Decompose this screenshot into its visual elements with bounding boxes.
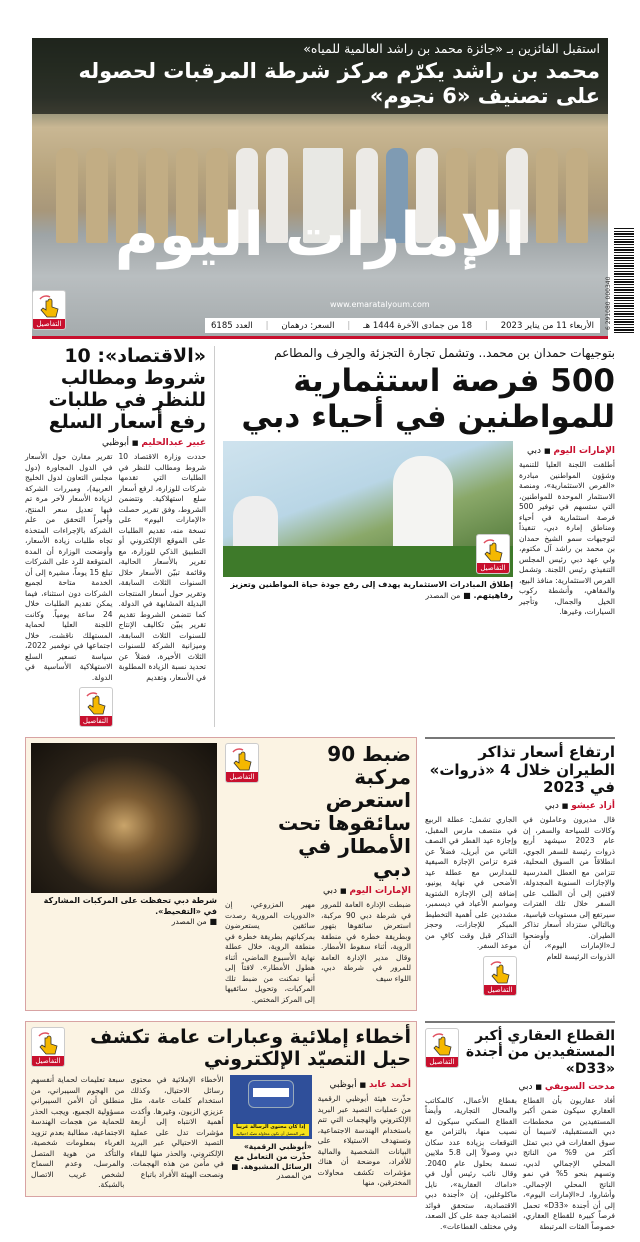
hijri-date: 18 من جمادى الآخرة 1444 هـ (363, 320, 472, 331)
main-content (223, 441, 615, 618)
barcode-number: 6 291080 000340 (605, 276, 612, 330)
barcode (614, 228, 634, 333)
photo-vegetables (223, 546, 513, 577)
main-text-column (519, 441, 615, 618)
details-label: التفاصيل (426, 1057, 458, 1067)
tap-hand-icon (429, 1031, 455, 1057)
article-body: أطلقت اللجنة العليا للتنمية وشؤون المواطنين مبادرة «الفرص الاستثمارية»، ومنصة الاستثمار الموحدة للمواطنين، التي ستسهم في توفير 500 فرصة استثمارية في أحياء ومناطق إمارة دبي، تنفيذاً لتوجيهات سمو الشيخ حمدان بن محمد بن راشد آل مكتوم، ولي عهد دبي رئيس المجلس التنفيذي رئيس اللجنة. وتشمل الفرص الاستثمارية: منافذ البيع، والمقاهي، وأنشطة ركوب الخيل والجمال، وتأجير السيارات، وغيرها. (519, 460, 615, 617)
realestate-headline[interactable]: القطاع العقاري أكبر المستفيدين من أجندة «D33» (465, 1028, 615, 1077)
article-body: مهير المزروعي، إن «الدوريات المرورية رصدت سائقين يستعرضون بمركباتهم بطريقة خطرة في منطقة الروية، خلال عطلة نهاية الأسبوع الماضي، أثناء هطول الأمطار». لافتاً إلى أنها تمكنت من ضبط تلك المركبات، وتحويل سائقيها إلى المركز المختص. (225, 900, 315, 1004)
caption-text: شرطة دبي تحفظت على المركبات المشاركة في «التفحيط». (43, 896, 217, 916)
article-body: ضبطت الإدارة العامة للمرور في شرطة دبي 90 مركبة، استعرض سائقوها بتهور وبطريقة خطرة في منطقة الروية، أثناء سقوط الأمطار. وقال مدير الإدارة العامة للمرور في شرطة دبي، اللواء سيف (321, 900, 411, 983)
economy-byline: عبير عبدالحليم ■ أبوظبي (101, 438, 206, 449)
dateline: دبي (544, 801, 559, 812)
article-body: الأخطاء الإملائية في محتوى رسائل الاحتيال، وكذلك استخدام كلمات عامة، مثل عزيزي الزبون، وغيرها. وأكدت أهمية الانتباه إلى أربعة مؤشرات تدل على عملية التصيد الاحتيالي عبر البريد الإلكتروني، والحذر منها للبقاء في مأمن من هذه الهجمات. ونصحت الهيئة الأفراد باتباع (130, 1075, 224, 1179)
police-text (225, 743, 411, 1005)
article-body: الجاري تشمل: عطلة الربيع في منتصف مارس المقبل، وإجازة عيد الفطر في النصف الثاني من أبريل، فضلاً عن فترة تزامن الإجازة الصيفية للمدارس مع عطلة عيد الأضحى في نهاية يونيو، إضافة إلى الإجازة الشتوية ومواسم الأعياد في ديسمبر، مشددين على أهمية التخطيط المبكر للإجازات، وحجز التذاكر قبل وقت كافٍ من موعد السفر. (425, 815, 517, 951)
details-button[interactable] (483, 956, 517, 996)
top-headline[interactable]: محمد بن راشد يكرّم مركز شرطة المرقبات لحصوله على تصنيف «6 نجوم» (78, 59, 600, 109)
dateline: دبي (518, 1081, 533, 1092)
photo-source: من المصدر (171, 917, 207, 927)
police-header (225, 743, 411, 881)
author: الإمارات اليوم (553, 446, 615, 457)
details-button[interactable] (225, 743, 259, 783)
fraud-byline: أحمد عابد ■ أبوظبي (329, 1080, 411, 1091)
separator: | (484, 320, 488, 331)
tap-hand-icon (36, 293, 62, 319)
main-byline: الإمارات اليوم ■ دبي (527, 446, 615, 457)
separator: | (347, 320, 351, 331)
economy-left-column (25, 452, 113, 727)
row-second (25, 737, 615, 1011)
dateline: دبي (323, 886, 338, 897)
details-label: التفاصيل (80, 716, 112, 726)
realestate-byline: مدحت السويفي ■ دبي (518, 1081, 615, 1092)
details-button[interactable] (425, 1028, 459, 1068)
fraud-photo-caption: «أبوظبي الرقمية» حذّرت من التعامل مع الرسائل المشبوهة. ■ من المصدر (231, 1142, 312, 1181)
details-button[interactable] (79, 687, 113, 727)
photo-source: من المصدر (425, 590, 461, 600)
police-story-box (25, 737, 417, 1011)
police-byline: الإمارات اليوم ■ دبي (323, 886, 411, 897)
warning-subtext: عبر المتصل أن تكون محاولة تصيّد احتيالية (236, 1130, 306, 1136)
column-divider (214, 346, 215, 727)
separator: | (265, 320, 269, 331)
details-button[interactable] (32, 290, 66, 330)
phone-illustration (248, 1080, 294, 1108)
main-kicker: بتوجيهات حمدان بن محمد.. وتشمل تجارة التجزئة والحِرف والمطاعم (274, 346, 615, 360)
author: مدحت السويفي (544, 1081, 615, 1092)
fraud-columns (31, 1075, 411, 1191)
main-photo-caption: إطلاق المبادرات الاستثمارية يهدف إلى رفع جودة حياة المواطنين وتعزيز رفاهيتهم. ■ من المصدر (230, 580, 513, 600)
author: أحمد عابد (368, 1080, 411, 1091)
tap-hand-icon (83, 690, 109, 716)
main-photo-column (223, 441, 513, 601)
tap-hand-icon (487, 959, 513, 985)
article-body: قال مديرون وعاملون في وكالات للسياحة والسفر، إن عام 2023 سيشهد أربع ذروات رئيسة للسفر الجوي، انطلاقاً من السوق المحلية، تتزامن مع العطل المدرسية والإجازات السنوية المجدولة، لافتين إلى أن الطلب على السفر خلال تلك الفترات سيرتفع إلى مستويات قياسية، وبالتالي ستزداد أسعار تذاكر الطيران. وأوضحوا لـ«الإمارات اليوم»، أن الذروات الرئيسة للعام (523, 815, 615, 961)
dateline: أبوظبي (101, 438, 130, 449)
issue-info-strip (205, 318, 600, 333)
author: أزاد عيشو (571, 801, 615, 812)
article-body: حددت وزارة الاقتصاد 10 شروط ومطالب للنظر في الطلبات التي تقدمها شركات للوزارة، لرفع أسعار سلع استهلاكية. وتتضمن الشروط، وفق تقرير حصلت «الإمارات اليوم» على نسخة منه، تقديم الطلبات على الموقع الإلكتروني أو التطبيق الذكي للوزارة، مع تقرير بالأسعار الحالية، وقائمة تبيّن الأسعار خلال السنوات الثلاث السابقة، وتقرير حول أسعار المنتجات البديلة المشابهة في الدولة. كما تتضمن الشروط تقديم تقرير يبيّن تكاليف الإنتاج للسنوات الثلاث السابقة، وميزانية الشركة للسنوات الثلاث الأخيرة، فضلاً عن تحديد نسبة الزيادة المطلوبة في الأسعار، وتقديم (118, 452, 206, 682)
realestate-header (425, 1028, 615, 1076)
tap-hand-icon (35, 1030, 61, 1056)
fraud-photo (230, 1075, 312, 1139)
realestate-story (425, 1021, 615, 1232)
website-url[interactable]: www.emaratalyoum.com (330, 300, 430, 309)
flights-columns (425, 815, 615, 996)
main-headline[interactable]: 500 فرصة استثمارية للمواطنين في أحياء دبي (241, 363, 615, 435)
top-story-banner (32, 38, 608, 114)
top-kicker: استقبل الفائزين بـ «جائزة محمد بن راشد العالمية للمياه» (303, 41, 600, 56)
page-body (25, 346, 615, 1242)
article-body: تقرير مقارن حول الأسعار في الدول المجاورة (دول مجلس التعاون لدول الخليج العربية)، ومبررات الشركة لزيادة الأسعار لآخر مرة تم فيها تعديل سعر المنتج، وأخيراً التحقق من علم الشركة بالإجراءات المتخذة تجاه طلبات زيادة الأسعار، وأوضحت الوزارة أن المدة المتوقعة للرد على الشركات تبلغ 15 يوماً، مشيرة إلى أن الخدمة متاحة لجميع الشركات دون استثناء، فيما يمكن تقديم الطلبات خلال 24 ساعة يومياً. وكانت اللجنة العليا لحماية المستهلك ناقشت، خلال اجتماعها في نوفمبر 2022، سياسة تسعير السلع الاستهلاكية الأساسية في الدولة. (25, 452, 113, 682)
economy-story (25, 346, 206, 727)
police-photo-caption: شرطة دبي تحفظت على المركبات المشاركة في «التفحيط». ■ من المصدر (43, 896, 217, 927)
realestate-columns (425, 1096, 615, 1233)
details-label: التفاصيل (32, 1056, 64, 1066)
fraud-headline[interactable]: أخطاء إملائية وعبارات عامة تكشف حيل التصيّد الإلكتروني (90, 1026, 411, 1071)
article-body: حذّرت هيئة أبوظبي الرقمية من عمليات التصيد عبر البريد الإلكتروني والهجمات التي تتم باستخدام الهندسة الاجتماعية، وتستهدف الاستيلاء على البيانات الشخصية والمالية للأفراد، موضحة أن هناك مؤشرات تكشف محاولات المخترقين، منها (317, 1094, 411, 1188)
issue-date: الأربعاء 11 من يناير 2023 (500, 320, 594, 331)
fraud-right-column (318, 1075, 411, 1189)
economy-columns (25, 452, 206, 727)
main-photo (223, 441, 513, 577)
details-label: التفاصيل (226, 772, 258, 782)
price: السعر: درهمان (281, 320, 335, 331)
article-body: سبعة تعليمات لحماية أنفسهم من الهجوم السيبراني، من منطلق أن الأمن السيبراني مسؤولية الجميع، ويجب الحذر للحماية من هجمات الهندسة الاجتماعية، مطالبة بعدم تزويد الغرباء بمعلومات شخصية، والتأكد من هوية المتصل والمرسل، وعدم السماح لشخص غريب الاتصال بالشبكة. (31, 1075, 125, 1190)
police-columns (225, 900, 411, 1005)
caption-text: إطلاق المبادرات الاستثمارية يهدف إلى رفع جودة حياة المواطنين وتعزيز رفاهيتهم. (230, 580, 513, 600)
police-photo (31, 743, 217, 893)
warning-text: إذا كان محتوى الرسالة غريباً (236, 1124, 306, 1131)
details-label: التفاصيل (33, 319, 65, 329)
fraud-photo-column (230, 1075, 312, 1181)
police-headline[interactable]: ضبط 90 مركبة استعرض سائقوها تحت الأمطار في دبي (277, 742, 411, 882)
flights-byline: أزاد عيشو ■ دبي (544, 801, 615, 812)
issue-number: العدد 6185 (211, 320, 253, 331)
author: عبير عبدالحليم (141, 438, 206, 449)
flights-headline[interactable]: ارتفاع أسعار تذاكر الطيران خلال 4 «ذروات» في 2023 (429, 743, 615, 796)
author: الإمارات اليوم (349, 886, 411, 897)
fraud-header (31, 1027, 411, 1071)
caption-text: «أبوظبي الرقمية» حذّرت من التعامل مع الرسائل المشبوهة. (234, 1142, 312, 1171)
economy-headline[interactable]: «الاقتصاد»: 10 شروط ومطالب للنظر في طلبات رفع أسعار السلع (48, 345, 206, 433)
main-story (223, 346, 615, 618)
tap-hand-icon (229, 746, 255, 772)
warning-banner (233, 1124, 309, 1136)
details-label: التفاصيل (484, 985, 516, 995)
details-button[interactable] (476, 534, 510, 574)
dateline: أبوظبي (329, 1080, 357, 1091)
dateline: دبي (527, 446, 542, 457)
flights-left-column (425, 815, 517, 996)
flights-story (425, 737, 615, 995)
details-label: التفاصيل (477, 563, 509, 573)
row-third (25, 1021, 615, 1232)
article-body: بقطاع الأعمال، كالمكاتب والمحال التجارية، وأيضاً القطاع السكني سيكون له نصيب منها، بالتزامن مع التوقعات بزيادة عدد سكان دبي وصولاً إلى 5.8 ملايين نسمة بحلول عام 2040. وقال نائب رئيس أول في «داماك العقارية»، نايل ماكلوغلين، إن «أجندة دبي الاقتصادية، ستحقق فوائد اقتصادية جمة على كل الصعد، وفي مختلف القطاعات». (424, 1095, 518, 1231)
article-body: أفاد عقاريون بأن القطاع العقاري سيكون ضمن أكبر المستفيدين من مخططات دبي المستقبلية، لاسيما أن سوق العقارات في دبي تمثل أكثر من 9% من الناتج المحلي الإجمالي لدبي، وتسهم بنحو 5% في نمو الناتج المحلي الإجمالي. وأشاروا، لـ«الإمارات اليوم»، إلى أن أجندة «D33» تحمل فرصاً كبيرة للقطاع العقاري، خصوصاً الفئات المرتبطة (523, 1095, 615, 1231)
masthead-divider (32, 336, 608, 339)
police-photo-column (31, 743, 217, 927)
photo-source: من المصدر (276, 1171, 312, 1181)
row-lead (25, 346, 615, 727)
details-button[interactable] (31, 1027, 65, 1067)
tap-hand-icon (480, 537, 506, 563)
fraud-story-box (25, 1021, 417, 1196)
masthead-logo: الإمارات اليوم (114, 200, 526, 270)
